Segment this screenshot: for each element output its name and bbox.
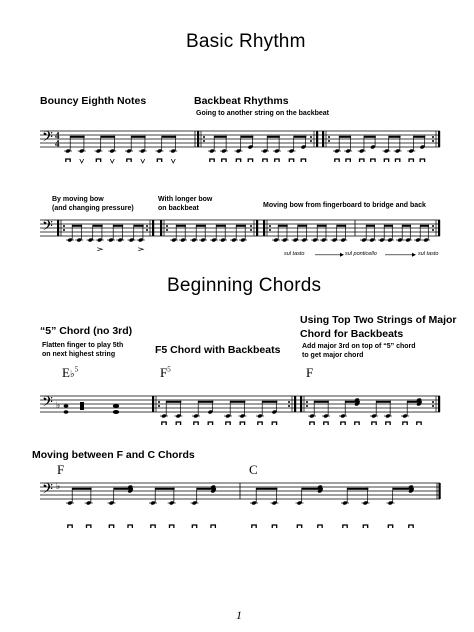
flat-icon: ♭ <box>56 482 61 492</box>
repeat-dot <box>432 229 434 231</box>
down-bow-icon <box>226 422 230 425</box>
bass-clef-icon: 𝄢 <box>42 480 53 501</box>
label-major-3rd-line1: Add major 3rd on top of “5” chord <box>302 343 416 350</box>
repeat-barline <box>294 396 296 412</box>
down-bow-icon <box>360 159 364 162</box>
bass-clef-icon: 𝄢 <box>42 393 53 414</box>
half-note-chord <box>113 410 119 414</box>
down-bow-icon <box>324 422 328 425</box>
down-bow-icon <box>301 159 305 162</box>
down-bow-icon <box>127 159 131 162</box>
down-bow-icon <box>346 159 350 162</box>
up-bow-icon <box>171 159 175 163</box>
bass-clef-icon: 𝄢 <box>42 128 53 149</box>
down-bow-icon <box>162 422 166 425</box>
repeat-barline <box>316 131 318 147</box>
down-bow-icon <box>272 525 276 528</box>
label-5-chord-sub2: on next highest string <box>42 351 116 358</box>
repeat-dot <box>250 225 252 227</box>
down-bow-icon <box>248 159 252 162</box>
chord-symbol-f-row4: F <box>57 462 65 477</box>
down-bow-icon <box>66 159 70 162</box>
beam <box>113 225 123 227</box>
repeat-dot <box>63 229 65 231</box>
down-bow-icon <box>417 422 421 425</box>
repeat-dot <box>306 405 308 407</box>
down-bow-icon <box>297 525 301 528</box>
beam <box>162 136 176 138</box>
flat-icon: ♭ <box>56 401 61 411</box>
beam <box>420 225 429 227</box>
beam <box>134 225 144 227</box>
beam <box>155 488 174 490</box>
beam <box>241 136 254 138</box>
beam <box>294 136 307 138</box>
repeat-dot <box>203 136 205 138</box>
label-longer-bow-line1: With longer bow <box>158 196 213 203</box>
down-bow-icon <box>388 525 392 528</box>
down-bow-icon <box>109 525 113 528</box>
accent-icon <box>138 248 143 251</box>
beam <box>339 136 351 138</box>
up-bow-icon <box>80 159 84 163</box>
repeat-dot <box>146 229 148 231</box>
chord-f5-sup: 5 <box>167 365 171 374</box>
repeat-dot <box>146 225 148 227</box>
beam <box>402 225 411 227</box>
down-bow-icon <box>222 159 226 162</box>
label-sul-tasto-1: sul tasto <box>284 251 305 257</box>
down-bow-icon <box>151 525 155 528</box>
repeat-dot <box>269 225 271 227</box>
down-bow-icon <box>236 159 240 162</box>
beam <box>262 401 277 403</box>
down-bow-icon <box>176 422 180 425</box>
time-signature-denominator: 4 <box>55 138 60 149</box>
beam <box>230 401 245 403</box>
down-bow-icon <box>409 525 413 528</box>
down-bow-icon <box>86 525 90 528</box>
repeat-dot <box>432 136 434 138</box>
section-title-beginning-chords: Beginning Chords <box>167 275 322 296</box>
down-bow-icon <box>68 525 72 528</box>
chord-eb-sup: 5 <box>74 365 79 374</box>
down-bow-icon <box>341 422 345 425</box>
down-bow-icon <box>194 422 198 425</box>
down-bow-icon <box>263 159 267 162</box>
label-backbeat-sub: Going to another string on the backbeat <box>196 110 330 117</box>
time-signature-numerator: 4 <box>55 130 60 141</box>
beam <box>101 136 115 138</box>
repeat-dot <box>328 140 330 142</box>
repeat-barline <box>300 396 302 412</box>
beam <box>364 136 376 138</box>
final-barline <box>439 483 441 499</box>
chord-symbol-c-row4: C <box>249 462 258 477</box>
chord-eb-letter: E <box>62 365 70 380</box>
label-f5-backbeats: F5 Chord with Backbeats <box>155 344 281 356</box>
down-bow-icon <box>403 422 407 425</box>
flat-icon: ♭ <box>69 369 75 380</box>
label-sul-ponticello: sul ponticello <box>345 251 377 257</box>
beam <box>314 401 329 403</box>
rest-icon <box>80 402 84 410</box>
down-bow-icon <box>210 159 214 162</box>
label-5-chord-sub1: Flatten finger to play 5th <box>42 342 124 349</box>
down-bow-icon <box>169 525 173 528</box>
down-bow-icon <box>355 422 359 425</box>
staves <box>40 128 440 499</box>
down-bow-icon <box>289 159 293 162</box>
down-bow-icon <box>192 525 196 528</box>
notation-marks <box>42 129 441 528</box>
label-5-chord: “5” Chord (no 3rd) <box>40 325 133 337</box>
beam <box>166 401 181 403</box>
beam <box>298 225 307 227</box>
beam <box>198 401 213 403</box>
down-bow-icon <box>252 525 256 528</box>
beam <box>278 225 287 227</box>
repeat-dot <box>432 401 434 403</box>
repeat-barline <box>263 220 265 236</box>
repeat-dot <box>166 225 168 227</box>
beam <box>214 136 227 138</box>
label-fingerboard-bridge: Moving bow from fingerboard to bridge and back <box>263 202 426 209</box>
repeat-barline <box>197 131 199 147</box>
beam <box>93 225 103 227</box>
repeat-barline <box>438 220 440 236</box>
half-note-chord <box>113 404 119 408</box>
label-moving-bow-line2: (and changing pressure) <box>52 205 134 212</box>
repeat-dot <box>306 401 308 403</box>
beam <box>366 225 375 227</box>
label-moving-bow-line1: By moving bow <box>52 196 104 203</box>
beam <box>216 225 226 227</box>
repeat-dot <box>432 225 434 227</box>
down-bow-icon <box>363 525 367 528</box>
down-bow-icon <box>335 159 339 162</box>
label-top-two-strings-line2: Chord for Backbeats <box>300 328 404 340</box>
repeat-dot <box>288 405 290 407</box>
repeat-dot <box>288 401 290 403</box>
down-bow-icon <box>409 159 413 162</box>
down-bow-icon <box>372 422 376 425</box>
repeat-barline <box>322 131 324 147</box>
repeat-barline <box>160 220 162 236</box>
page-number: 1 <box>236 608 242 622</box>
repeat-dot <box>250 229 252 231</box>
repeat-barline <box>438 131 440 147</box>
down-bow-icon <box>420 159 424 162</box>
down-bow-icon <box>275 159 279 162</box>
page-title: Basic Rhythm <box>186 31 306 52</box>
beam <box>256 488 277 490</box>
bass-clef-icon: 𝄢 <box>42 217 53 238</box>
down-bow-icon <box>157 159 161 162</box>
beam <box>131 136 145 138</box>
notehead <box>64 410 69 413</box>
down-bow-icon <box>128 525 132 528</box>
repeat-barline <box>152 220 154 236</box>
down-bow-icon <box>343 525 347 528</box>
down-bow-icon <box>96 159 100 162</box>
label-major-3rd-line2: to get major chord <box>302 352 364 359</box>
down-bow-icon <box>240 422 244 425</box>
down-bow-icon <box>318 525 322 528</box>
beam <box>70 136 84 138</box>
chord-symbol-f: F <box>306 365 314 380</box>
down-bow-icon <box>384 159 388 162</box>
label-sul-tasto-2: sul tasto <box>418 251 439 257</box>
down-bow-icon <box>272 422 276 425</box>
down-bow-icon <box>386 422 390 425</box>
beam <box>196 225 206 227</box>
arrow-head-icon <box>412 253 416 257</box>
beam <box>72 488 91 490</box>
down-bow-icon <box>208 422 212 425</box>
arrow-head-icon <box>340 253 344 257</box>
repeat-dot <box>203 140 205 142</box>
accent-icon <box>97 248 102 251</box>
label-bouncy-eighth-notes: Bouncy Eighth Notes <box>40 95 147 107</box>
label-moving-f-c: Moving between F and C Chords <box>32 449 195 461</box>
up-bow-icon <box>110 159 114 163</box>
repeat-dot <box>63 225 65 227</box>
down-bow-icon <box>371 159 375 162</box>
repeat-dot <box>432 405 434 407</box>
repeat-dot <box>158 401 160 403</box>
beam <box>337 225 346 227</box>
repeat-barline <box>152 396 154 412</box>
beam <box>389 136 401 138</box>
down-bow-icon <box>211 525 215 528</box>
down-bow-icon <box>395 159 399 162</box>
repeat-dot <box>432 140 434 142</box>
chord-f5-letter: F <box>160 365 168 380</box>
up-bow-icon <box>141 159 145 163</box>
repeat-dot <box>310 140 312 142</box>
repeat-dot <box>310 136 312 138</box>
beam <box>413 136 425 138</box>
beam <box>384 225 393 227</box>
beam <box>236 225 246 227</box>
beam <box>176 225 186 227</box>
label-longer-bow-line2: on backbeat <box>158 205 199 212</box>
down-bow-icon <box>310 422 314 425</box>
beam <box>347 488 368 490</box>
repeat-barline <box>57 220 59 236</box>
repeat-barline <box>256 220 258 236</box>
repeat-dot <box>269 229 271 231</box>
label-backbeat-rhythms: Backbeat Rhythms <box>194 95 289 107</box>
down-bow-icon <box>258 422 262 425</box>
notehead <box>64 404 69 407</box>
repeat-dot <box>166 229 168 231</box>
beam <box>317 225 326 227</box>
repeat-dot <box>328 136 330 138</box>
repeat-barline <box>438 396 440 412</box>
repeat-dot <box>158 405 160 407</box>
beam <box>376 401 391 403</box>
label-top-two-strings-line1: Using Top Two Strings of Major <box>300 314 457 326</box>
beam <box>267 136 280 138</box>
beam <box>72 225 82 227</box>
